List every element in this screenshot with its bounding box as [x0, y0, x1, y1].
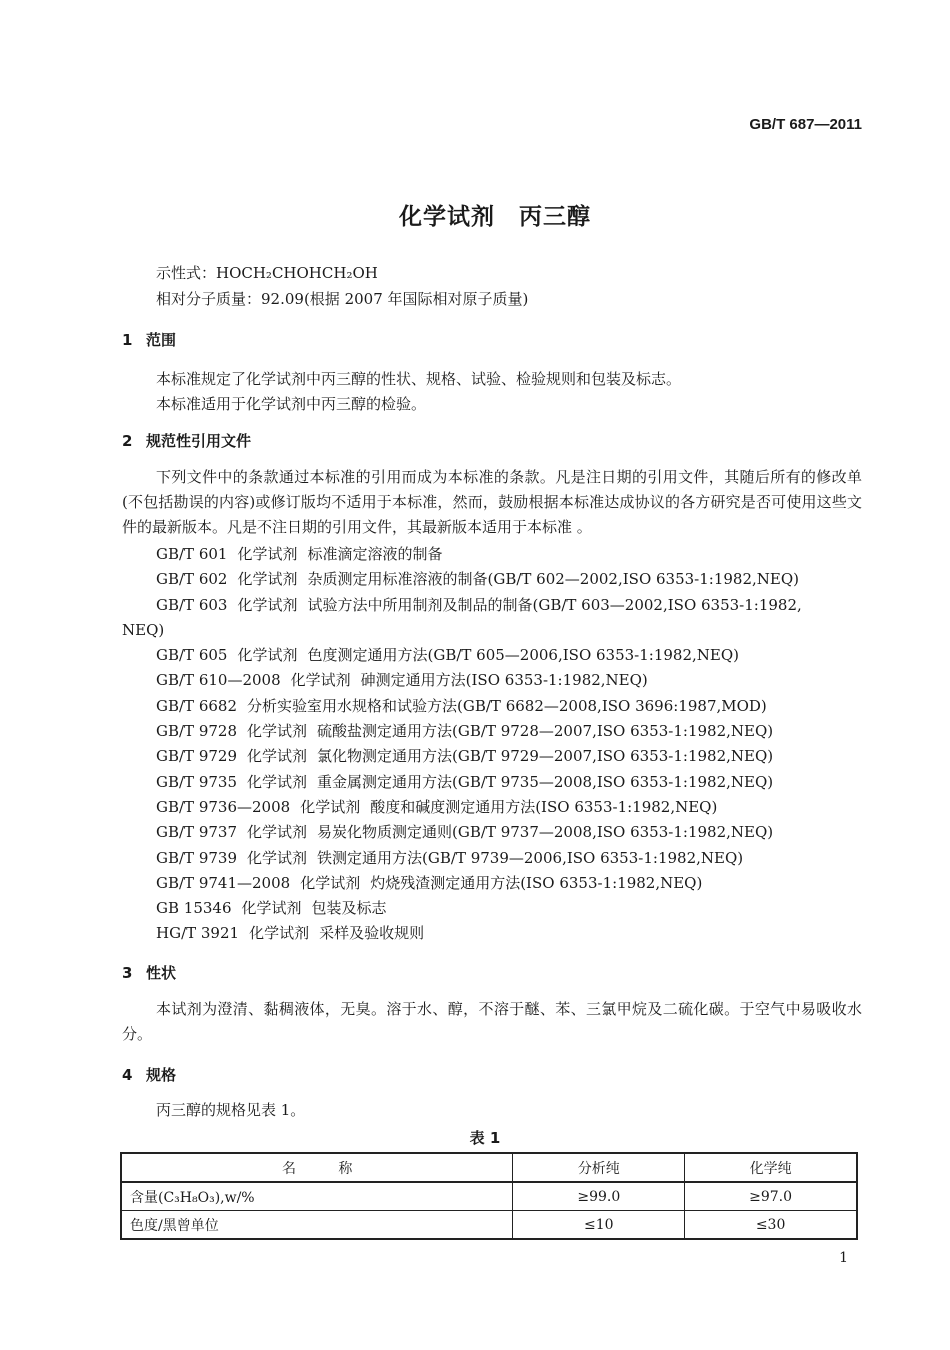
row-label: 色度/黑曾单位: [121, 1211, 513, 1240]
reference-item: GB/T 9737 化学试剂 易炭化物质测定通则(GB/T 9737—2008,ISO 6353-1:1982,NEQ): [156, 823, 774, 842]
row-value: ≥99.0: [513, 1182, 685, 1211]
reference-item: HG/T 3921 化学试剂 采样及验收规则: [156, 924, 425, 943]
reference-item: GB/T 9735 化学试剂 重金属测定通用方法(GB/T 9735—2008,ISO 6353-1:1982,NEQ): [156, 772, 774, 791]
standard-number: GB/T 687—2011: [749, 116, 862, 133]
reference-list: [122, 542, 866, 947]
header-ar-grade: 分析纯: [513, 1153, 685, 1182]
section-4-heading: [122, 1064, 176, 1085]
row-value: ≤10: [513, 1211, 685, 1240]
header-name: 名 称: [121, 1153, 513, 1182]
section-number: 4: [122, 1066, 133, 1084]
section-title: 范围: [146, 331, 177, 349]
reference-item: GB/T 605 化学试剂 色度测定通用方法(GB/T 605—2006,ISO 6353-1:1982,NEQ): [156, 646, 740, 665]
table-header-row: [121, 1153, 857, 1182]
reference-item: GB/T 9728 化学试剂 硫酸盐测定通用方法(GB/T 9728—2007,ISO 6353-1:1982,NEQ): [156, 722, 774, 741]
reference-item: GB/T 602 化学试剂 杂质测定用标准溶液的制备(GB/T 602—2002,ISO 6353-1:1982,NEQ): [156, 570, 800, 589]
row-label: 含量(C₃H₈O₃),w/%: [121, 1182, 513, 1211]
molecular-mass-line: 相对分子质量：92.09(根据 2007 年国际相对原子质量): [156, 290, 529, 308]
reference-item: GB/T 6682 分析实验室用水规格和试验方法(GB/T 6682—2008,ISO 3696:1987,MOD): [156, 696, 767, 715]
reference-item: GB 15346 化学试剂 包装及标志: [156, 899, 387, 918]
table-row: [121, 1211, 857, 1240]
section-3-para: 本试剂为澄清、黏稠液体，无臭。溶于水、醇，不溶于醚、苯、三氯甲烷及二硫化碳。于空气中易吸收水分。: [122, 1000, 862, 1043]
section-2-intro: 下列文件中的条款通过本标准的引用而成为本标准的条款。凡是注日期的引用文件，其随后所有的修改单(不包括勘误的内容)或修订版均不适用于本标准，然而，鼓励根据本标准达成协议的各方研究是否可使用这些文件的最新版本。凡是不注日期的引用文件，其最新版本适用于本标准 。: [122, 468, 862, 536]
page-number: 1: [839, 1250, 848, 1266]
section-title: 规范性引用文件: [146, 432, 252, 450]
row-value: ≥97.0: [685, 1182, 857, 1211]
reference-item: GB/T 9739 化学试剂 铁测定通用方法(GB/T 9739—2006,ISO 6353-1:1982,NEQ): [156, 848, 744, 867]
section-2-heading: [122, 430, 251, 451]
table-caption: 表 1: [469, 1129, 501, 1147]
section-title: 规格: [146, 1066, 177, 1084]
reference-item: GB/T 601 化学试剂 标准滴定溶液的制备: [156, 545, 443, 563]
header-cp-grade: 化学纯: [685, 1153, 857, 1182]
reference-item: GB/T 610—2008 化学试剂 砷测定通用方法(ISO 6353-1:1982,NEQ): [156, 671, 648, 690]
section-1-para-2: 本标准适用于化学试剂中丙三醇的检验。: [156, 395, 427, 413]
section-1-para-1: 本标准规定了化学试剂中丙三醇的性状、规格、试验、检验规则和包装及标志。: [156, 370, 682, 388]
reference-item: GB/T 603 化学试剂 试验方法中所用制剂及制品的制备(GB/T 603—2002,ISO 6353-1:1982, NEQ): [122, 595, 802, 639]
reference-item: GB/T 9736—2008 化学试剂 酸度和碱度测定通用方法(ISO 6353-1:1982,NEQ): [156, 797, 718, 816]
section-1-heading: [122, 329, 176, 350]
section-4-para: 丙三醇的规格见表 1。: [156, 1101, 306, 1119]
row-value: ≤30: [685, 1211, 857, 1240]
section-number: 1: [122, 331, 133, 349]
formula-line: 示性式：HOCH₂CHOHCH₂OH: [156, 264, 378, 282]
section-number: 3: [122, 964, 133, 982]
section-number: 2: [122, 432, 133, 450]
specification-table: [120, 1152, 858, 1240]
reference-item: GB/T 9741—2008 化学试剂 灼烧残渣测定通用方法(ISO 6353-1:1982,NEQ): [156, 873, 703, 892]
table-row: [121, 1182, 857, 1211]
reference-item: GB/T 9729 化学试剂 氯化物测定通用方法(GB/T 9729—2007,ISO 6353-1:1982,NEQ): [156, 747, 774, 766]
document-title: 化学试剂 丙三醇: [399, 204, 591, 230]
section-title: 性状: [146, 964, 177, 982]
section-3-heading: [122, 962, 176, 983]
